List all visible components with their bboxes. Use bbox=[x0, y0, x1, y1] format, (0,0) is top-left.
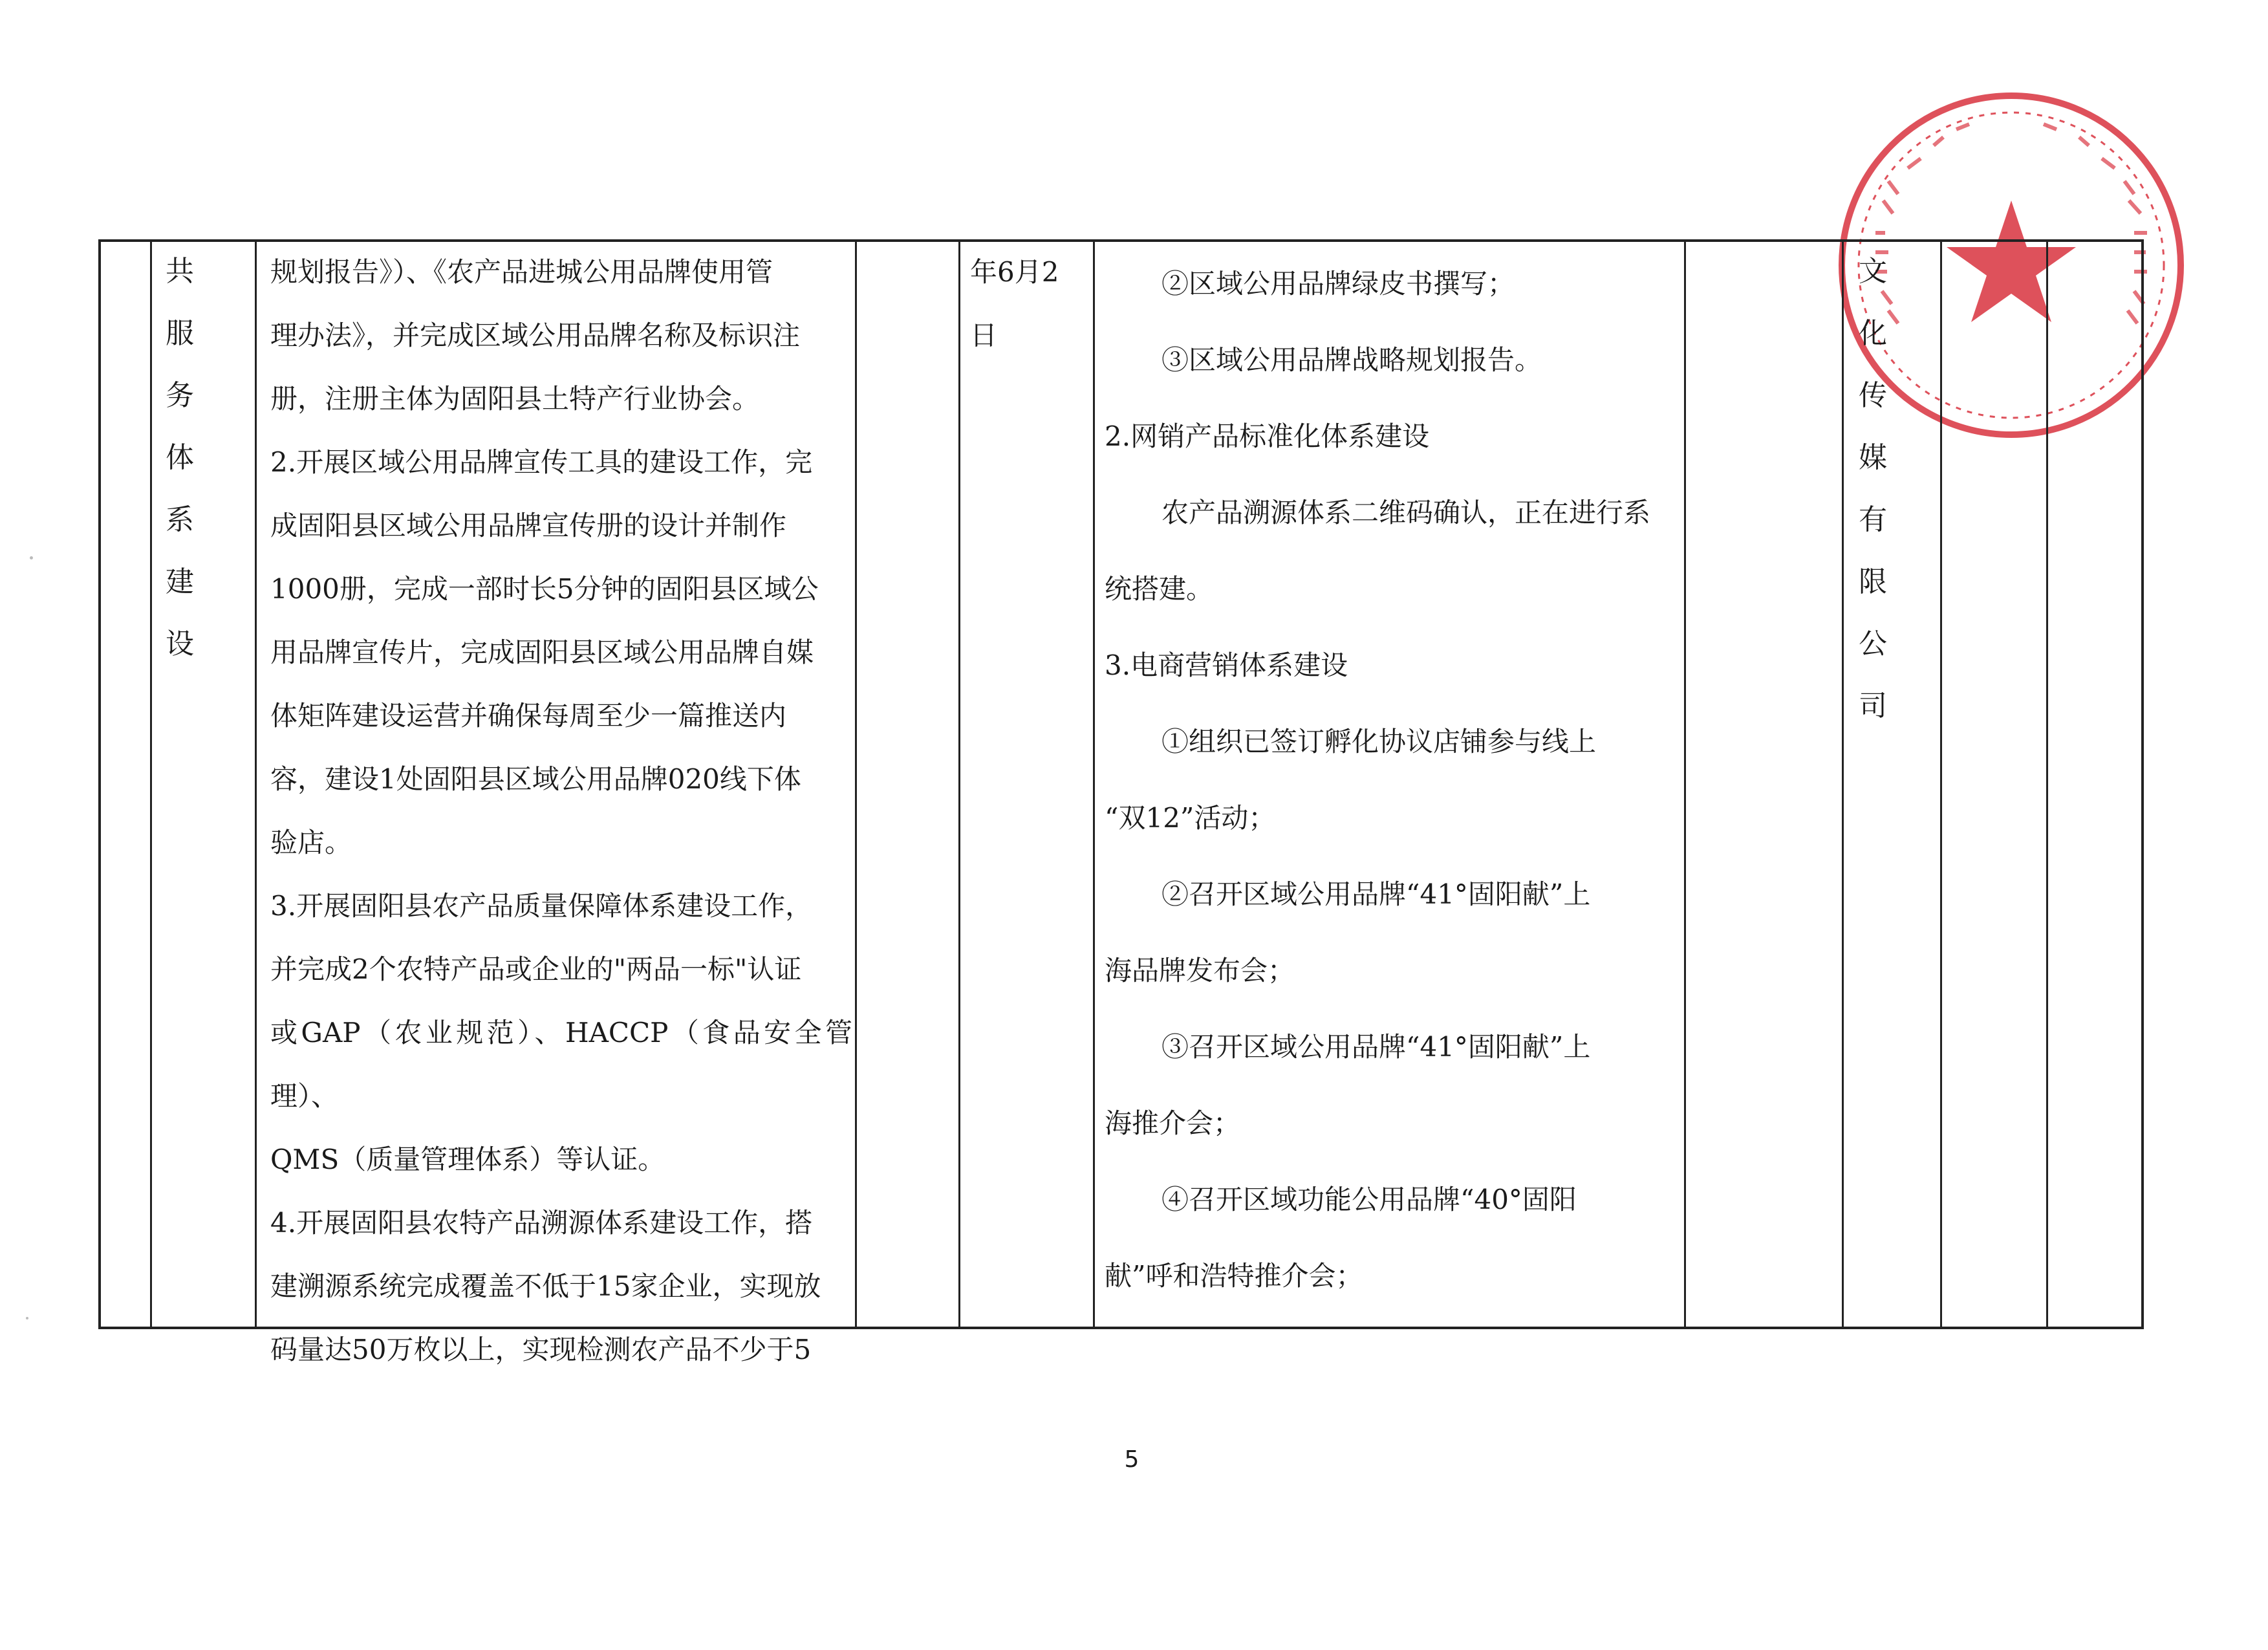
progress-line: 农产品溯源体系二维码确认，正在进行系 bbox=[1161, 497, 1651, 528]
progress-line: ②区域公用品牌绿皮书撰写； bbox=[1161, 268, 1515, 299]
column-divider bbox=[255, 239, 257, 1329]
content-line: 理办法》，并完成区域公用品牌名称及标识注 bbox=[270, 320, 801, 351]
content-line: 容，建设1处固阳县区域公用品牌020线下体 bbox=[270, 763, 801, 795]
construction-content-cell bbox=[270, 241, 852, 1382]
date-line: 年6月2 bbox=[970, 256, 1059, 288]
category-line: 共 服 bbox=[166, 255, 213, 350]
category-line: 务 体 bbox=[166, 379, 213, 474]
progress-line: “双12”活动； bbox=[1105, 802, 1276, 834]
progress-line: 2.网销产品标准化体系建设 bbox=[1105, 420, 1430, 452]
progress-cell bbox=[1105, 246, 1674, 1314]
progress-line: 献”呼和浩特推介会； bbox=[1105, 1260, 1363, 1292]
progress-line: 海品牌发布会； bbox=[1105, 955, 1295, 986]
content-line: QMS（质量管理体系）等认证。 bbox=[270, 1144, 665, 1175]
content-line: 2.开展区域公用品牌宣传工具的建设工作，完 bbox=[270, 446, 813, 478]
category-line: 设 bbox=[166, 627, 213, 660]
progress-line: ③区域公用品牌战略规划报告。 bbox=[1161, 344, 1542, 376]
company-cell bbox=[1856, 241, 1953, 737]
date-cell bbox=[970, 241, 1086, 367]
company-line: 文 化 bbox=[1859, 255, 1906, 350]
column-divider bbox=[1093, 239, 1095, 1329]
progress-line: 3.电商营销体系建设 bbox=[1105, 649, 1348, 681]
project-category-cell bbox=[163, 241, 254, 675]
content-line: 4.开展固阳县农特产品溯源体系建设工作，搭 bbox=[270, 1207, 813, 1239]
scan-speck bbox=[30, 556, 33, 559]
column-divider bbox=[958, 239, 960, 1329]
date-line: 日 bbox=[970, 320, 998, 351]
content-line: 规划报告》）、《农产品进城公用品牌使用管 bbox=[270, 256, 773, 288]
content-line: 3.开展固阳县农产品质量保障体系建设工作， bbox=[270, 890, 813, 922]
progress-line: ①组织已签订孵化协议店铺参与线上 bbox=[1161, 726, 1597, 757]
content-line: 成固阳县区域公用品牌宣传册的设计并制作 bbox=[270, 510, 787, 541]
content-line: 1000册，完成一部时长5分钟的固阳县区域公 bbox=[270, 573, 819, 605]
content-line: 验店。 bbox=[270, 827, 352, 858]
content-line: 用品牌宣传片，完成固阳县区域公用品牌自媒 bbox=[270, 636, 814, 668]
column-divider bbox=[1842, 239, 1844, 1329]
progress-line: ②召开区域公用品牌“41°固阳献”上 bbox=[1161, 878, 1591, 910]
content-line: 或GAP（农业规范）、HACCP（食品安全管理）、 bbox=[270, 1017, 852, 1112]
scan-speck bbox=[26, 1317, 28, 1319]
company-line: 传 媒 bbox=[1859, 379, 1906, 474]
column-divider bbox=[1684, 239, 1686, 1329]
progress-line: ③召开区域公用品牌“41°固阳献”上 bbox=[1161, 1031, 1591, 1063]
content-line: 并完成2个农特产品或企业的"两品一标"认证 bbox=[270, 953, 802, 985]
content-line: 体矩阵建设运营并确保每周至少一篇推送内 bbox=[270, 700, 787, 732]
company-line: 有 限 bbox=[1859, 503, 1906, 598]
content-line: 码量达50万枚以上，实现检测农产品不少于5 bbox=[270, 1334, 812, 1365]
progress-line: ④召开区域功能公用品牌“40°固阳 bbox=[1161, 1184, 1577, 1215]
column-divider bbox=[150, 239, 152, 1329]
category-line: 系 建 bbox=[166, 503, 213, 598]
progress-line: 统搭建。 bbox=[1105, 573, 1214, 605]
column-divider bbox=[855, 239, 857, 1329]
content-line: 建溯源系统完成覆盖不低于15家企业，实现放 bbox=[270, 1270, 821, 1302]
company-line: 公司 bbox=[1859, 627, 1906, 722]
progress-line: 海推介会； bbox=[1105, 1107, 1241, 1139]
content-line: 册，注册主体为固阳县土特产行业协会。 bbox=[270, 383, 760, 415]
column-divider bbox=[2046, 239, 2048, 1329]
page-number: 5 bbox=[1124, 1446, 1139, 1473]
